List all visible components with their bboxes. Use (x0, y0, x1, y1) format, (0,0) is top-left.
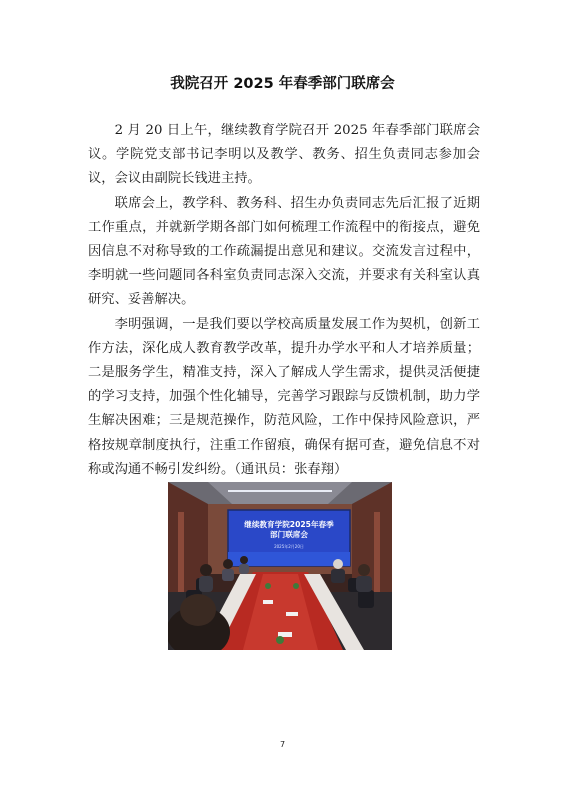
screen-title-line-1: 继续教育学院2025年春季 (244, 520, 334, 529)
article-body (88, 119, 480, 482)
meeting-photo (168, 482, 392, 650)
screen-title (234, 520, 344, 540)
paragraph-2: 联席会上，教学科、教务科、招生办负责同志先后汇报了近期工作重点，并就新学期各部门如何梳理工作流程中的衔接点，避免因信息不对称导致的工作疏漏提出意见和建议。交流发言过程中，李明就一些问题同各科室负责同志深入交流，并要求有关科室认真研究、妥善解决。 (88, 195, 480, 308)
article-title: 我院召开 2025 年春季部门联席会 (170, 76, 395, 92)
screen-date: 2025年2月20日 (274, 544, 304, 549)
screen-title-line-2: 部门联席会 (270, 530, 308, 539)
meeting-photo-illustration (168, 482, 392, 650)
paragraph-3: 李明强调，一是我们要以学校高质量发展工作为契机，创新工作方法，深化成人教育教学改革，提升办学水平和人才培养质量；二是服务学生，精准支持，深入了解成人学生需求，提供灵活便捷的学习支持，加强个性化辅导，完善学习跟踪与反馈机制，助力学生解决困难；三是规范操作，防范风险，工作中保持风险意识，严格按规章制度执行，注重工作留痕，确保有据可查，避免信息不对称或沟通不畅引发纠纷。（通讯员：张春翔） (88, 316, 480, 477)
paragraph-1: 2 月 20 日上午，继续教育学院召开 2025 年春季部门联席会议。学院党支部书记李明以及教学、教务、招生负责同志参加会议，会议由副院长钱进主持。 (88, 123, 480, 187)
page-number: 7 (279, 740, 286, 749)
